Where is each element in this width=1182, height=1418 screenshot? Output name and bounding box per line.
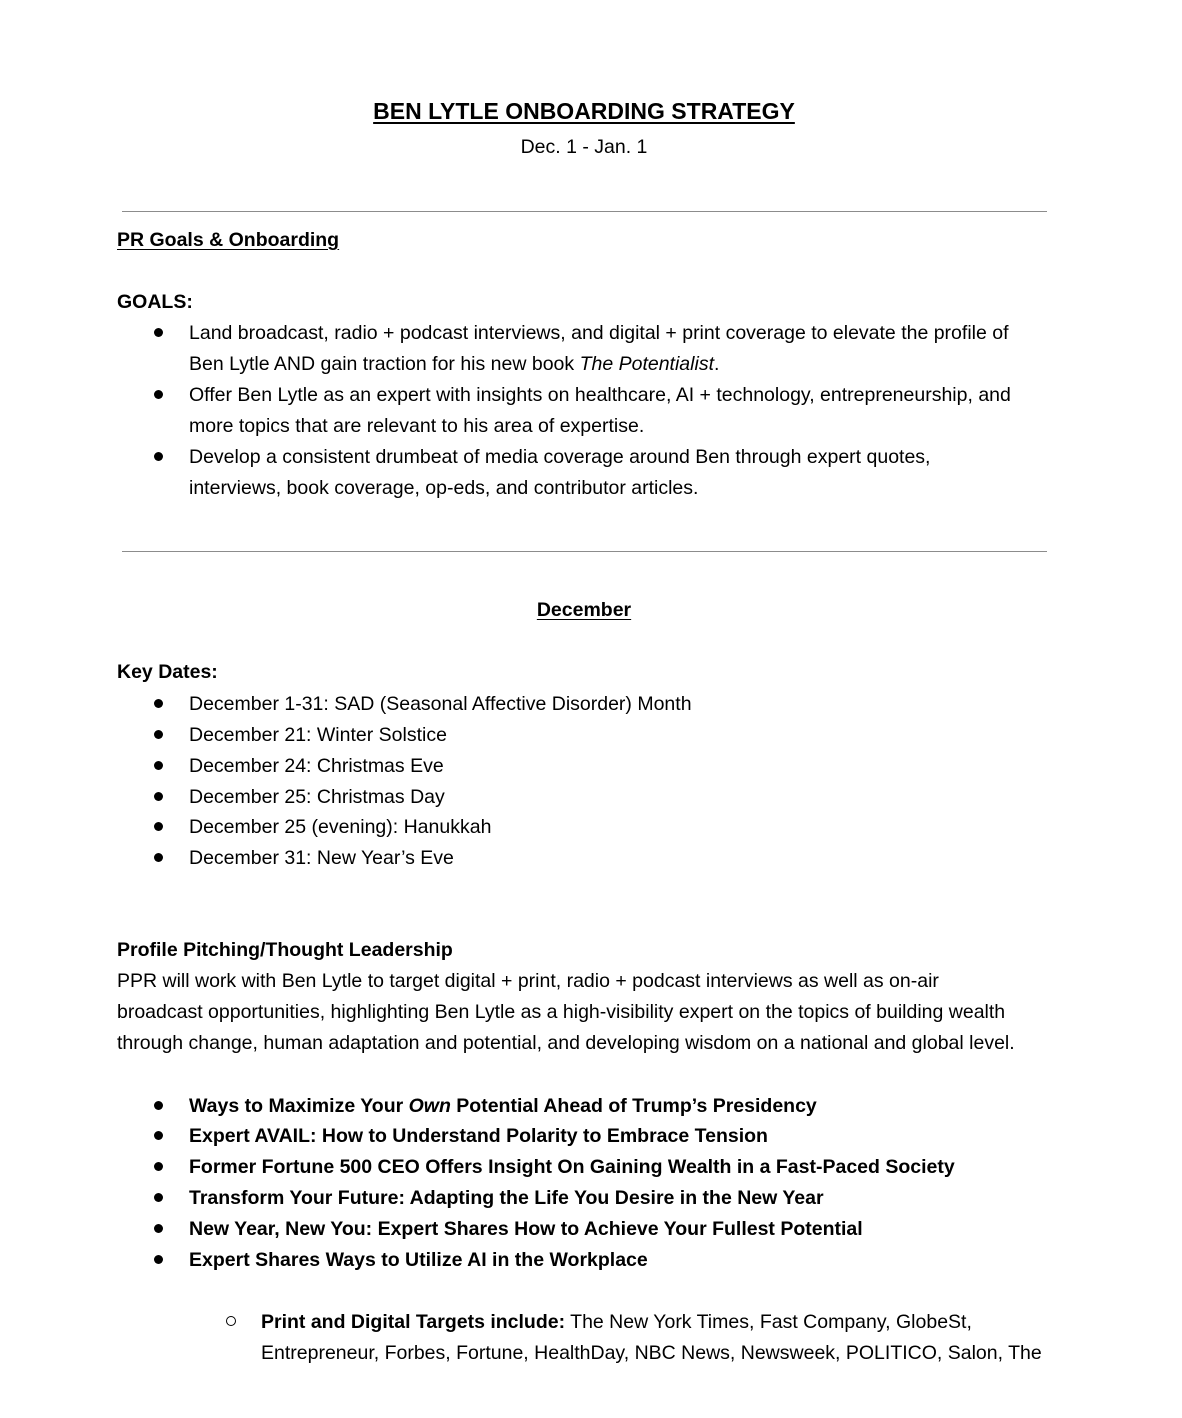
key-date-item: December 1-31: SAD (Seasonal Affective Disorder) Month: [189, 693, 692, 715]
goal-line: Develop a consistent drumbeat of media coverage around Ben through expert quotes,: [189, 446, 931, 468]
targets-line: Print and Digital Targets include: The New York Times, Fast Company, GlobeSt,: [261, 1311, 972, 1333]
december-heading: December: [536, 599, 632, 621]
bullet-icon: [154, 1245, 166, 1276]
pitch-item: New Year, New You: Expert Shares How to Achieve Your Fullest Potential: [189, 1218, 863, 1240]
pitch-item: Expert Shares Ways to Utilize AI in the Workplace: [189, 1249, 648, 1271]
key-date-item: December 21: Winter Solstice: [189, 724, 447, 746]
bullet-icon: [154, 751, 166, 782]
paragraph-line: PPR will work with Ben Lytle to target digital + print, radio + podcast interviews as well as on-air: [117, 970, 939, 992]
paragraph-line: through change, human adaptation and potential, and developing wisdom on a national and global level.: [117, 1032, 1015, 1054]
profile-paragraph: [117, 966, 1067, 1059]
bullet-icon: [154, 843, 166, 874]
bullet-icon: [154, 442, 166, 473]
profile-pitching-heading: Profile Pitching/Thought Leadership: [117, 939, 453, 961]
targets-line: Entrepreneur, Forbes, Fortune, HealthDay, NBC News, Newsweek, POLITICO, Salon, The: [261, 1342, 1042, 1364]
bullet-icon: [154, 1152, 166, 1183]
targets-item: [261, 1307, 1061, 1369]
key-date-item: December 31: New Year’s Eve: [189, 847, 454, 869]
bullet-icon: [154, 1091, 166, 1122]
bullet-icon: [154, 318, 166, 349]
pr-goals-heading: PR Goals & Onboarding: [117, 229, 340, 251]
pitch-item: Ways to Maximize Your Own Potential Ahead of Trump’s Presidency: [189, 1095, 817, 1117]
document-title: BEN LYTLE ONBOARDING STRATEGY: [373, 98, 795, 124]
bullet-icon: [154, 782, 166, 813]
goal-line: Land broadcast, radio + podcast interviews, and digital + print coverage to elevate the profile of: [189, 322, 1009, 344]
key-date-item: December 25 (evening): Hanukkah: [189, 816, 492, 838]
pitch-item: Former Fortune 500 CEO Offers Insight On Gaining Wealth in a Fast-Paced Society: [189, 1156, 955, 1178]
horizontal-rule: [122, 551, 1047, 552]
bullet-icon: [154, 1183, 166, 1214]
goal-item: [189, 380, 1059, 442]
horizontal-rule: [122, 211, 1047, 212]
bullet-icon: [154, 380, 166, 411]
bullet-icon: [154, 689, 166, 720]
goal-item: [189, 442, 1059, 504]
goals-label: GOALS:: [117, 291, 193, 313]
pitch-item: Expert AVAIL: How to Understand Polarity to Embrace Tension: [189, 1125, 768, 1147]
pitch-item: Transform Your Future: Adapting the Life You Desire in the New Year: [189, 1187, 824, 1209]
bullet-icon: [154, 720, 166, 751]
goal-line: interviews, book coverage, op-eds, and contributor articles.: [189, 477, 699, 499]
date-range: Dec. 1 - Jan. 1: [520, 136, 648, 158]
goal-line: Offer Ben Lytle as an expert with insights on healthcare, AI + technology, entrepreneurship, and: [189, 384, 1011, 406]
goal-line: Ben Lytle AND gain traction for his new book The Potentialist.: [189, 353, 720, 375]
key-date-item: December 24: Christmas Eve: [189, 755, 444, 777]
goal-line: more topics that are relevant to his area of expertise.: [189, 415, 645, 437]
circle-bullet-icon: [226, 1307, 238, 1338]
bullet-icon: [154, 812, 166, 843]
key-dates-label: Key Dates:: [117, 661, 218, 683]
bullet-icon: [154, 1121, 166, 1152]
paragraph-line: broadcast opportunities, highlighting Ben Lytle as a high-visibility expert on the topics of building wealth: [117, 1001, 1006, 1023]
bullet-icon: [154, 1214, 166, 1245]
goal-item: [189, 318, 1059, 380]
key-date-item: December 25: Christmas Day: [189, 786, 445, 808]
